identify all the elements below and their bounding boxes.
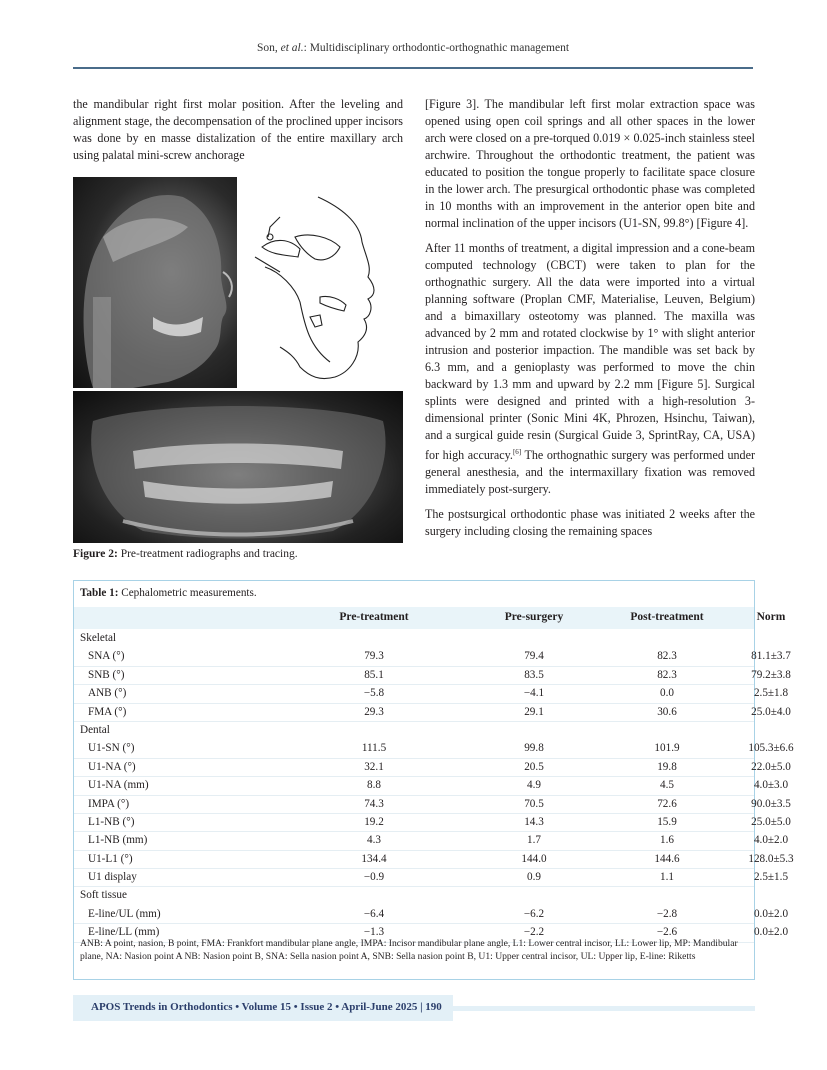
cell-value: 82.3 (657, 668, 677, 681)
table-group-row (74, 630, 754, 648)
cell-value: 19.2 (364, 815, 384, 828)
cell-value: 29.1 (524, 705, 544, 718)
cell-value: −6.2 (523, 907, 545, 920)
table-row (74, 814, 791, 832)
running-head-etal: et al. (280, 42, 304, 54)
row-label: L1-NB (°) (88, 815, 135, 828)
cell-value: 0.0±2.0 (753, 926, 789, 939)
cell-value: 19.8 (657, 760, 677, 773)
table-row (74, 777, 789, 795)
cephalometric-radiograph (73, 177, 237, 388)
cell-value: 90.0±3.5 (751, 797, 791, 810)
left-column (73, 96, 403, 172)
footer-text: APOS Trends in Orthodontics • Volume 15 • Issue 2 • April-June 2025 | 190 (91, 1001, 442, 1013)
table-row (74, 796, 791, 814)
cell-value: 4.0±3.0 (753, 779, 789, 792)
cell-value: 105.3±6.6 (748, 742, 794, 755)
panoramic-radiograph (73, 391, 403, 543)
cell-value: 8.8 (367, 779, 381, 792)
group-label: Skeletal (80, 632, 117, 644)
table-footnote: ANB: A point, nasion, B point, FMA: Frankfort mandibular plane angle, IMPA: Incisor mandibular plane angle, L1: Lower central incisor, LL: Lower lip, MP: Mandibular plane, NA: Nasion point A NB: Nasion point B, SNA: Sella nasion point A, SNB: Sella nasion point B, U1: Upper central incisor, UL: Upper lip, E-line: Riketts (80, 938, 738, 963)
table-row (74, 685, 789, 703)
left-paragraph-1: the mandibular right first molar position. After the leveling and alignment stage, the decompensation of the proclined upper incisors was done by en masse distalization of the entire maxillary arch using palatal mini-screw anchorage (73, 97, 403, 162)
cephalometric-tracing (240, 177, 403, 388)
cell-value: 14.3 (524, 815, 544, 828)
table-1 (73, 580, 794, 980)
running-head: Son, et al.: Multidisciplinary orthodontic-orthognathic management (256, 42, 570, 54)
cell-value: 81.1±3.7 (751, 650, 791, 663)
cell-value: 4.3 (367, 834, 381, 847)
row-label: U1-NA (mm) (88, 779, 149, 792)
cell-value: −2.6 (656, 926, 678, 939)
row-label: ANB (°) (88, 687, 127, 700)
table-row (74, 759, 791, 777)
right-paragraph-1: [Figure 3]. The mandibular left first molar extraction space was opened using open coil springs and all other spaces in the lower arch were closed on a pre-torqued 0.019 × 0.025-inch stainless steel archwire. Throughout the orthodontic treatment, the patient was educated to position the tongue properly to facilitate space closure in the lower arch. The presurgical orthodontic phase was completed in 10 months with an improvement in the anterior open bite and normal inclination of the upper incisors (U1-SN, 99.8°) [Figure 4]. (425, 97, 755, 230)
col-norm: Norm (756, 611, 786, 623)
row-label: E-line/LL (mm) (88, 926, 160, 939)
cell-value: 74.3 (364, 797, 384, 810)
cell-value: 79.4 (524, 650, 544, 663)
cell-value: 134.4 (361, 852, 387, 865)
cell-value: 1.7 (527, 834, 541, 847)
table-label: Table 1: (80, 587, 119, 599)
cell-value: 144.0 (521, 852, 547, 865)
table-row (74, 704, 791, 722)
cell-value: 0.0 (660, 687, 674, 700)
cell-value: 70.5 (524, 797, 544, 810)
cell-value: 32.1 (364, 760, 384, 773)
cell-value: 2.5±1.8 (753, 687, 789, 700)
row-label: U1 display (88, 871, 137, 884)
cell-value: 22.0±5.0 (751, 760, 791, 773)
footer-line (453, 1006, 755, 1011)
cell-value: 144.6 (654, 852, 680, 865)
cell-value: −4.1 (523, 687, 545, 700)
row-label: SNA (°) (88, 650, 125, 663)
cell-value: −6.4 (363, 907, 385, 920)
row-label: U1-SN (°) (88, 742, 135, 755)
right-paragraph-2: After 11 months of treatment, a digital impression and a cone-beam computed technology (CBCT) were taken to plan for the orthognathic surgery. All the data were imported into a virtual planning software (Proplan CMF, Materialise, Leuven, Belgium) and a bimaxillary osteotomy was planned. The maxilla was advanced by 2 mm and rotated clockwise by 1° with slight anterior intrusion and posterior impaction. The mandible was set back by 6.3 mm, and a genioplasty was performed to move the chin backward by 1.3 mm and upward by 2.2 mm [Figure 5]. Surgical splints were designed and printed with a high-resolution 3-dimensional printer (Sonic Mini 4K, Phrozen, Hsinchu, Taiwan), and a surgical guide resin (Surgical Guide 3, SprintRay, CA, USA) for high accuracy.[6] The orthognathic surgery was performed under general anesthesia, and the intermaxillary fixation was removed immediately post-surgery. (425, 241, 755, 497)
cell-value: 30.6 (657, 705, 677, 718)
row-label: FMA (°) (88, 705, 127, 718)
cell-value: 2.5±1.5 (753, 871, 789, 884)
cell-value: −0.9 (363, 871, 385, 884)
cell-value: 25.0±4.0 (751, 705, 791, 718)
cell-value: −2.8 (656, 907, 678, 920)
cell-value: −5.8 (363, 687, 385, 700)
row-label: SNB (°) (88, 668, 125, 681)
cell-value: 4.5 (660, 779, 674, 792)
cell-value: 1.1 (660, 871, 674, 884)
group-label: Dental (80, 723, 110, 736)
table-header (74, 607, 786, 629)
col-pre-surgery: Pre-surgery (504, 611, 564, 623)
cell-value: 1.6 (660, 834, 674, 847)
cell-value: 79.3 (364, 650, 384, 663)
table-row (74, 648, 791, 666)
cell-value: 101.9 (654, 742, 680, 755)
group-label: Soft tissue (80, 889, 127, 902)
table-caption: Table 1: Cephalometric measurements. (80, 587, 257, 599)
right-column (425, 96, 755, 548)
cell-value: 85.1 (364, 668, 384, 681)
row-label: IMPA (°) (88, 797, 130, 810)
cell-value: 99.8 (524, 742, 544, 755)
cell-value: 79.2±3.8 (751, 668, 791, 681)
reference-6[interactable]: [6] (512, 448, 522, 456)
cell-value: 4.0±2.0 (753, 834, 789, 847)
table-row (74, 869, 789, 887)
cell-value: −1.3 (363, 926, 385, 939)
cell-value: 4.9 (527, 779, 541, 792)
cell-value: 25.0±5.0 (751, 815, 791, 828)
col-post-treatment: Post-treatment (630, 611, 704, 623)
cell-value: 20.5 (524, 760, 544, 773)
table-row (74, 906, 789, 924)
cell-value: −2.2 (523, 926, 545, 939)
table-row (74, 851, 794, 869)
header-rule (73, 67, 753, 69)
figure-caption (73, 548, 403, 560)
cell-value: 128.0±5.3 (748, 852, 794, 865)
col-pre-treatment: Pre-treatment (339, 611, 409, 623)
right-paragraph-3: The postsurgical orthodontic phase was initiated 2 weeks after the surgery including closing the remaining spaces (425, 507, 755, 539)
cell-value: 83.5 (524, 668, 544, 681)
cell-value: 82.3 (657, 650, 677, 663)
table-row (74, 740, 794, 758)
cell-value: 0.0±2.0 (753, 907, 789, 920)
cell-value: 72.6 (657, 797, 677, 810)
row-label: E-line/UL (mm) (88, 907, 161, 920)
figure-label: Figure 2: (73, 548, 118, 560)
figure-caption-text: Pre-treatment radiographs and tracing. (117, 548, 298, 560)
row-label: L1-NB (mm) (88, 834, 148, 847)
cell-value: 29.3 (364, 705, 384, 718)
row-label: U1-L1 (°) (88, 852, 133, 865)
table-row (74, 667, 791, 685)
table-group-row (74, 887, 754, 905)
table-row (74, 832, 789, 850)
table-group-row (74, 722, 754, 740)
cell-value: 111.5 (361, 742, 387, 755)
row-label: U1-NA (°) (88, 760, 136, 773)
cell-value: 0.9 (527, 871, 541, 884)
cell-value: 15.9 (657, 815, 677, 828)
figure-2 (73, 177, 403, 543)
table-body (74, 630, 794, 943)
